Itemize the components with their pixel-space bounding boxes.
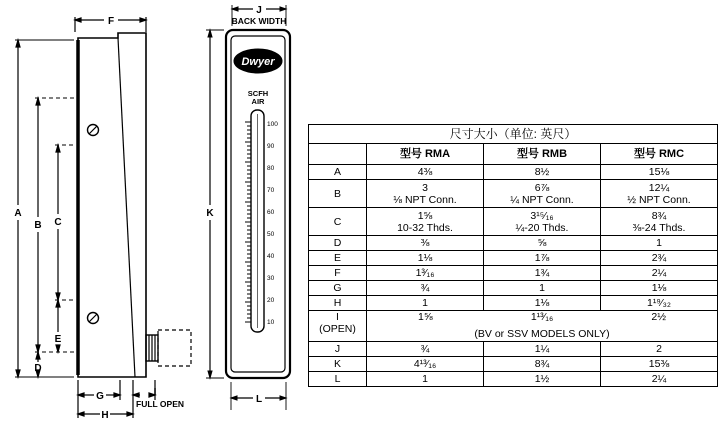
cell-rmb: 1¼ (484, 342, 601, 357)
cell-rma: ⅜ (367, 236, 484, 251)
scale-unit-scfh: SCFH (247, 89, 269, 98)
cell-subvalue: ¼-20 Thds. (515, 221, 569, 234)
scale-number: 60 (267, 209, 275, 216)
row-label (309, 311, 367, 342)
scale-number: 10 (267, 319, 275, 326)
label-i: I (153, 387, 157, 398)
row-label: D (309, 236, 367, 251)
side-view (15, 17, 191, 418)
table-row-e (309, 251, 718, 266)
row-label: F (309, 266, 367, 281)
cell-rmc (601, 180, 718, 208)
row-label: C (309, 208, 367, 236)
label-c: C (54, 217, 62, 228)
cell-value: 12¼ (648, 181, 670, 194)
cell-rmc: 2¼ (601, 266, 718, 281)
cell-rma: 1 (367, 296, 484, 311)
front-view-labels (206, 5, 286, 405)
table-row-f (309, 266, 718, 281)
cell-rma (367, 180, 484, 208)
flowmeter-drawing (0, 0, 310, 429)
table-title-row (309, 125, 718, 144)
table-title: 尺寸大小（单位: 英尺） (309, 125, 718, 144)
cell-rma: 1⅝ (418, 311, 433, 323)
cell-rmb (484, 180, 601, 208)
row-label-i: I (336, 311, 339, 323)
cell-rma: 1 (367, 372, 484, 387)
dimensions-table (308, 124, 718, 387)
cell-rmc: 1 (601, 236, 718, 251)
row-label: E (309, 251, 367, 266)
cell-rmb: 1 (484, 281, 601, 296)
row-label-open: (OPEN) (319, 323, 356, 335)
scale-tick-marks (245, 122, 251, 322)
cell-rmc: 2¾ (601, 251, 718, 266)
row-label: B (309, 180, 367, 208)
cell-rma: 1³⁄₁₆ (367, 266, 484, 281)
cell-subvalue: ½ NPT Conn. (627, 193, 691, 206)
cell-subvalue: ⅛ NPT Conn. (393, 193, 457, 206)
label-h: H (101, 410, 109, 421)
cell-rma: ¾ (367, 342, 484, 357)
cell-rma: 4¹³⁄₁₆ (367, 357, 484, 372)
cell-rmc: 2¼ (601, 372, 718, 387)
scale-number: 70 (267, 187, 275, 194)
cell-rmc (601, 208, 718, 236)
label-back-width: BACK WIDTH (231, 16, 287, 26)
scale-number: 30 (267, 275, 275, 282)
table-row-k (309, 357, 718, 372)
cell-value: 8¾ (651, 209, 667, 222)
cell-rmb: 1⅞ (484, 251, 601, 266)
cell-rmb: 1⅛ (484, 296, 601, 311)
row-label: L (309, 372, 367, 387)
label-j: J (256, 5, 262, 16)
header-rma: 型号 RMA (367, 144, 484, 165)
cell-rmb: ⅝ (484, 236, 601, 251)
table-row-j (309, 342, 718, 357)
label-b: B (34, 220, 42, 231)
label-k: K (206, 208, 214, 219)
table-row-b (309, 180, 718, 208)
row-label: G (309, 281, 367, 296)
cell-rma: ¾ (367, 281, 484, 296)
header-blank (309, 144, 367, 165)
scale-number: 80 (267, 165, 275, 172)
table-row-d (309, 236, 718, 251)
cell-rmc: 1¹⁹⁄₃₂ (601, 296, 718, 311)
table-header-row (309, 144, 718, 165)
table-row-l (309, 372, 718, 387)
cell-value: 1⅝ (417, 209, 433, 222)
scale-unit-air: AIR (251, 97, 265, 106)
scale-number: 20 (267, 297, 275, 304)
scale-number: 40 (267, 253, 275, 260)
header-rmc: 型号 RMC (601, 144, 718, 165)
label-d: D (34, 363, 42, 374)
label-full-open: FULL OPEN (136, 399, 185, 409)
models-note: (BV or SSV MODELS ONLY) (474, 328, 610, 340)
table-row-h (309, 296, 718, 311)
table-row-c (309, 208, 718, 236)
scale-number: 50 (267, 231, 275, 238)
cell-rmb: 1¾ (484, 266, 601, 281)
row-label: A (309, 165, 367, 180)
scale-numbers (267, 121, 278, 326)
cell-value: 6⅞ (534, 181, 550, 194)
cell-rma: 1⅛ (367, 251, 484, 266)
row-label: H (309, 296, 367, 311)
cell-rma (367, 208, 484, 236)
cell-rmc: 1⅛ (601, 281, 718, 296)
label-l: L (255, 394, 263, 405)
cell-rmc: 2 (601, 342, 718, 357)
table-row-i (309, 311, 718, 342)
scale-number: 100 (267, 121, 278, 128)
row-label: K (309, 357, 367, 372)
label-e: E (54, 334, 62, 345)
row-label: J (309, 342, 367, 357)
cell-rmb: 1½ (484, 372, 601, 387)
cell-rmc: 2½ (651, 311, 666, 323)
table-row-a (309, 165, 718, 180)
cell-rmc: 15⅛ (601, 165, 718, 180)
cell-rmb: 8½ (484, 165, 601, 180)
cell-subvalue: ¼ NPT Conn. (510, 193, 574, 206)
label-a: A (14, 208, 22, 219)
cell-rmc: 15⅜ (601, 357, 718, 372)
table-row-g (309, 281, 718, 296)
cell-value: 3 (422, 181, 428, 194)
cell-rmb: 1¹³⁄₁₆ (530, 311, 554, 323)
header-rmb: 型号 RMB (484, 144, 601, 165)
cell-value: 3¹⁵⁄₁₆ (530, 209, 554, 222)
cell-group-i (367, 311, 718, 342)
label-f: F (107, 16, 115, 27)
cell-rmb: 8¾ (484, 357, 601, 372)
cell-group-values (367, 311, 717, 323)
dwyer-logo: Dwyer (241, 56, 275, 68)
cell-rmb (484, 208, 601, 236)
cell-subvalue: ⅜-24 Thds. (632, 221, 686, 234)
cell-rma: 4⅜ (367, 165, 484, 180)
scale-number: 90 (267, 143, 275, 150)
label-g: G (96, 391, 104, 402)
cell-subvalue: 10-32 Thds. (397, 221, 453, 234)
